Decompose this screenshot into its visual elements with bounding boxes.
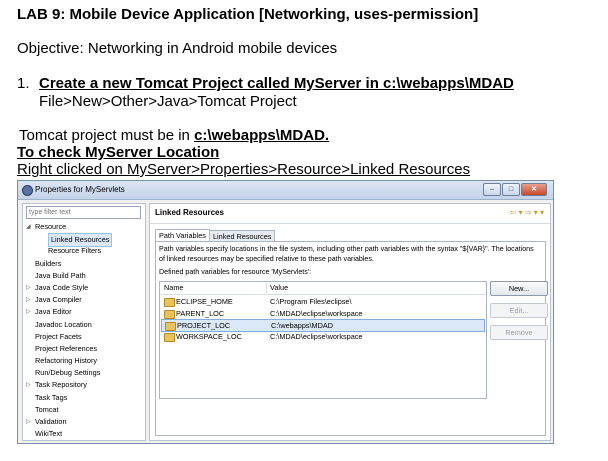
location-note-path: c:\webapps\MDAD. bbox=[194, 127, 330, 144]
tree-item[interactable] bbox=[23, 319, 145, 331]
title-separator bbox=[150, 223, 550, 224]
eclipse-icon bbox=[22, 185, 33, 196]
variable-value: C:\MDAD\eclipse\workspace bbox=[270, 331, 363, 341]
tree-item-label: Refactoring History bbox=[35, 356, 98, 366]
tree-item-label: Java Compiler bbox=[35, 295, 82, 305]
tree-collapsed-icon[interactable]: ▷ bbox=[26, 419, 31, 425]
tree-item[interactable] bbox=[23, 404, 145, 416]
tree-item-label: Project Facets bbox=[35, 331, 82, 341]
tree-collapsed-icon[interactable]: ▷ bbox=[26, 382, 31, 389]
maximize-icon[interactable]: □ bbox=[502, 183, 520, 196]
tree-collapsed-icon[interactable]: ▷ bbox=[26, 297, 31, 304]
tree-item-label: WikiText bbox=[35, 429, 63, 439]
properties-tree bbox=[23, 221, 145, 440]
folder-icon bbox=[164, 310, 175, 319]
tree-item[interactable] bbox=[23, 233, 145, 245]
tree-item[interactable] bbox=[23, 343, 145, 355]
check-location-heading: To check MyServer Location bbox=[17, 144, 220, 161]
filter-input[interactable]: type filter text bbox=[26, 206, 141, 219]
variable-name: ECLIPSE_HOME bbox=[176, 297, 233, 306]
table-buttons bbox=[490, 281, 548, 347]
path-variables-description: Path variables specify locations in the file system, including other path variables with the syntax "${VAR}". The locations of linked resources may be specified relative to these path variables. bbox=[159, 245, 534, 263]
variable-value: C:\Program Files\eclipse\ bbox=[270, 297, 352, 306]
variable-value: C:\MDAD\eclipse\workspace bbox=[270, 308, 363, 318]
new-button[interactable]: New... bbox=[490, 281, 548, 296]
dialog-title: Properties for MyServlets bbox=[35, 185, 125, 194]
tree-item-label: Java Build Path bbox=[35, 270, 86, 280]
table-header bbox=[160, 282, 486, 295]
tree-item[interactable] bbox=[23, 258, 145, 270]
tree-item[interactable] bbox=[23, 379, 145, 391]
edit-button[interactable]: Edit... bbox=[490, 303, 548, 318]
page-title: Linked Resources bbox=[155, 208, 224, 217]
tree-item-label: Resource bbox=[35, 222, 67, 231]
tree-item[interactable] bbox=[23, 270, 145, 282]
properties-page-pane bbox=[149, 203, 551, 441]
tree-item-label: Task Tags bbox=[35, 392, 68, 402]
tree-item-label: Builders bbox=[35, 258, 62, 268]
tree-item-label: Linked Resources bbox=[48, 233, 112, 247]
step-number: 1. bbox=[17, 75, 30, 92]
tree-item-label: Javadoc Location bbox=[35, 319, 92, 329]
minimize-icon[interactable]: – bbox=[483, 183, 501, 196]
defined-variables-label: Defined path variables for resource 'MyServlets': bbox=[159, 268, 312, 276]
close-icon[interactable]: ✕ bbox=[521, 183, 547, 196]
tree-item[interactable] bbox=[23, 367, 145, 379]
tree-expanded-icon[interactable]: ◢ bbox=[26, 224, 31, 230]
table-row[interactable] bbox=[161, 308, 485, 319]
variable-name: PROJECT_LOC bbox=[177, 321, 231, 330]
tab-path-variables[interactable]: Path Variables bbox=[155, 229, 210, 242]
remove-button[interactable]: Remove bbox=[490, 325, 548, 340]
properties-tree-pane bbox=[22, 203, 146, 441]
tree-item-label: Task Repository bbox=[35, 380, 87, 390]
tab-linked-resources[interactable]: Linked Resources bbox=[209, 230, 275, 242]
folder-icon bbox=[164, 298, 175, 307]
tree-item-label: Tomcat bbox=[35, 404, 59, 414]
location-note-text: Tomcat project must be in bbox=[19, 127, 195, 144]
tree-item-label: Run/Debug Settings bbox=[35, 368, 101, 378]
variable-value: C:\webapps\MDAD bbox=[271, 321, 334, 330]
tree-item-label: Java Code Style bbox=[35, 282, 89, 292]
table-row[interactable] bbox=[161, 331, 485, 342]
step-title: Create a new Tomcat Project called MyServer in c:\webapps\MDAD bbox=[39, 75, 514, 92]
tree-item[interactable] bbox=[23, 282, 145, 294]
folder-icon bbox=[164, 333, 175, 342]
column-value[interactable]: Value bbox=[270, 283, 289, 292]
right-click-instruction: Right clicked on MyServer>Properties>Resource>Linked Resources bbox=[17, 161, 471, 178]
tree-collapsed-icon[interactable]: ▷ bbox=[26, 284, 31, 291]
dialog-titlebar bbox=[18, 181, 553, 200]
tree-item[interactable] bbox=[23, 221, 145, 233]
tree-item-label: Resource Filters bbox=[48, 246, 102, 256]
tree-item[interactable] bbox=[23, 306, 145, 318]
tree-item[interactable] bbox=[23, 245, 145, 257]
variable-name: PARENT_LOC bbox=[176, 308, 225, 318]
tree-collapsed-icon[interactable]: ▷ bbox=[26, 309, 31, 316]
variable-name: WORKSPACE_LOC bbox=[176, 331, 242, 341]
tree-item[interactable] bbox=[23, 355, 145, 367]
lab-title: LAB 9: Mobile Device Application [Networking, uses-permission] bbox=[17, 6, 479, 23]
tree-item-label: Project References bbox=[35, 343, 98, 353]
window-controls bbox=[483, 183, 547, 196]
objective-text: Objective: Networking in Android mobile devices bbox=[17, 40, 338, 57]
tree-item[interactable] bbox=[23, 294, 145, 306]
tree-item[interactable] bbox=[23, 416, 145, 428]
path-variables-table bbox=[159, 281, 487, 399]
properties-dialog-screenshot bbox=[17, 180, 554, 444]
tree-item-label: Java Editor bbox=[35, 307, 72, 317]
column-divider[interactable] bbox=[266, 283, 267, 293]
step-menu-path: File>New>Other>Java>Tomcat Project bbox=[39, 93, 297, 110]
tree-item[interactable] bbox=[23, 428, 145, 440]
tab-content bbox=[155, 241, 546, 436]
table-row[interactable] bbox=[161, 296, 485, 307]
history-nav-icons[interactable]: ⇦ ▾ ⇨ ▾ ▾ bbox=[509, 208, 544, 217]
tree-item[interactable] bbox=[23, 331, 145, 343]
location-note bbox=[19, 127, 329, 144]
tree-item-label: Validation bbox=[35, 417, 67, 426]
column-name[interactable]: Name bbox=[164, 283, 184, 292]
tree-item[interactable] bbox=[23, 392, 145, 404]
